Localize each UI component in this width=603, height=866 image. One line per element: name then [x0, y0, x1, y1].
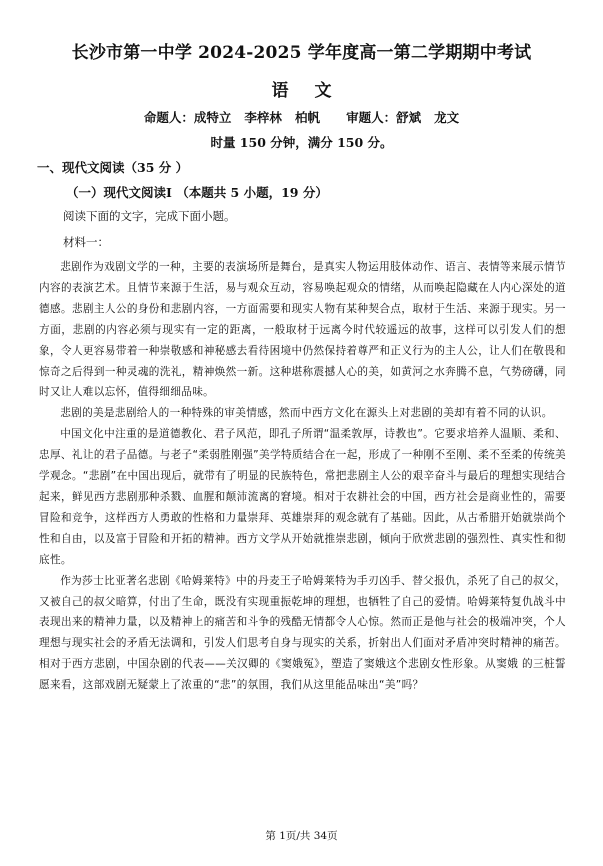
reading-passage: [39, 257, 566, 696]
section-heading: 一、现代文阅读（35 分 ）: [37, 160, 189, 175]
paragraph: 中国文化中注重的是道德教化、君子风范，即孔子所谓“温柔敦厚，诗教也”。它要求培养人温顺、柔和、忠厚、礼让的君子品德。与老子“柔弱胜刚强”美学特质结合在一起，形成了一种刚不至刚、柔不至柔的传统美学观念。“悲剧”在中国出现后，就带有了明显的民族特色，常把悲剧主人公的艰辛奋斗与最后的理想实现结合起来，鲜见西方悲剧那种杀戮、血腥和颠沛流离的窘境。相对于农耕社会的中国，西方社会是商业性的，需要冒险和竞争，这样西方人勇敢的性格和力量崇拜、英雄崇拜的观念就有了基础。因此，从古希腊开始就崇尚个性和自由，以及富于冒险和开拓的精神。西方文学从开始就推崇悲剧，倾向于欣赏悲剧的强烈性、真实性和彻底性。: [39, 428, 566, 566]
time-score-line: 时量 150 分钟，满分 150 分。: [210, 135, 393, 150]
section-subheading: （一）现代文阅读Ⅰ （本题共 5 小题，19 分）: [66, 185, 328, 200]
paragraph: 作为莎士比亚著名悲剧《哈姆莱特》中的丹麦王子哈姆莱特为手刃凶手、替父报仇，杀死了自己的叔父，又被自己的叔父暗算，付出了生命，既没有实现重振乾坤的理想，也牺牲了自己的爱情。哈姆莱特复仇战斗中表现出来的精神力量，以及精神上的痛苦和斗争的残酷无情都令人心惊。然而正是他与社会的极端冲突，个人理想与现实社会的矛盾无法调和，引发人们思考自身与现实的关系，折射出人们面对矛盾冲突时精神的痛苦。相对于西方悲剧，中国杂剧的代表——关汉卿的《窦娥冤》，塑造了窦娥这个悲剧女性形象。从窦娥 的三桩誓愿来看，这部戏剧无疑蒙上了浓重的“悲”的氛围，我们从这里能品味出“美”吗？: [39, 574, 566, 692]
paragraph: 悲剧的美是悲剧给人的一种特殊的审美情感，然而中西方文化在源头上对悲剧的美却有着不同的认识。: [60, 407, 553, 420]
subject-title: [0, 76, 603, 101]
material-label: 材料一：: [63, 235, 109, 249]
exam-title: 长沙市第一中学 2024-2025 学年度高一第二学期期中考试: [71, 43, 532, 63]
paragraph: 悲剧作为戏剧文学的一种，主要的表演场所是舞台，是真实人物运用肢体动作、语言、表情等来展示情节内容的表演艺术。且情节来源于生活，易与观众互动，容易唤起观众的情绪，从而唤起隐藏在人内心深处的道德感。悲剧主人公的身份和悲剧内容，一方面需要和现实人物有某种契合点，取材于生活、来源于现实。另一方面，悲剧的内容必须与现实有一定的距离，一般取材于远离今时代较遥远的故事，这样可以引发人们的想象，令人更容易带着一种崇敬感和神秘感去看待困境中仍然保持着尊严和正义行为的主人公，让人们在敬畏和惊奇之后得到一种灵魂的洗礼，精神焕然一新。这种堪称震撼人心的美，如黄河之水奔腾不息，气势磅礴，同时又让人难以忘怀，值得细细品味。: [39, 261, 566, 399]
authors-line: 命题人：成特立 李梓林 柏帆 审题人：舒斌 龙文: [143, 110, 460, 125]
page-footer: 第 1页/共 34页: [265, 830, 338, 842]
instruction-text: 阅读下面的文字，完成下面小题。: [63, 209, 236, 223]
subject-char-1: 语: [271, 81, 289, 101]
subject-char-2: 文: [314, 81, 332, 101]
